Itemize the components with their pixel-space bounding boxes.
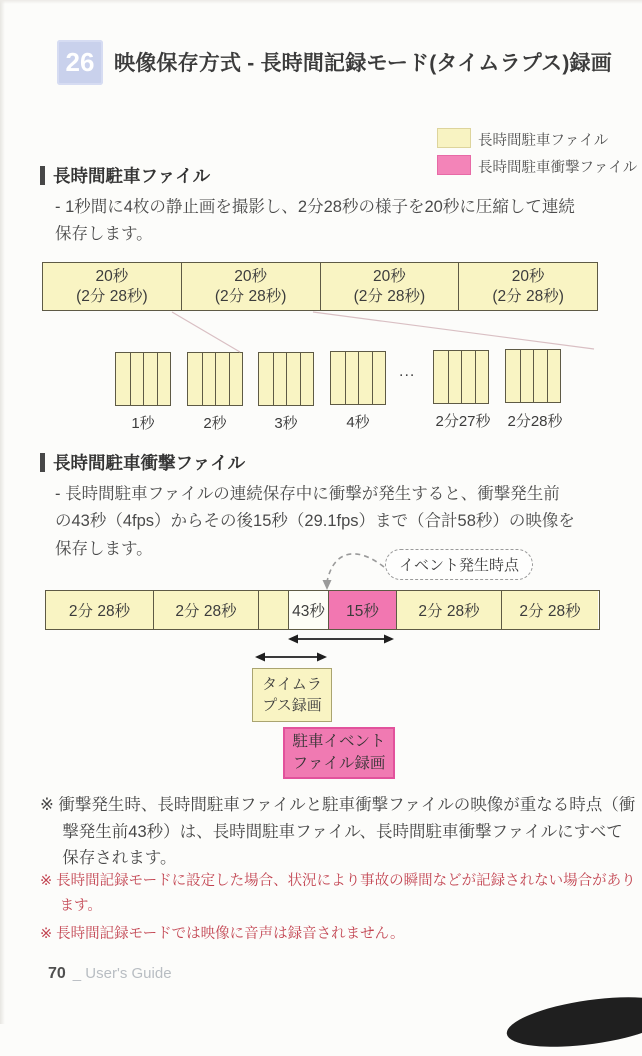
event-point-arrowhead	[323, 580, 332, 590]
frame-cell	[358, 352, 372, 404]
frame-label: 2分28秒	[507, 413, 563, 430]
frame-cell	[345, 352, 359, 404]
scan-edge-left	[0, 0, 5, 1024]
timelapse-file-block	[43, 263, 181, 310]
frame-cell	[143, 353, 157, 405]
expand-line-left	[172, 312, 240, 352]
frame-cell	[434, 351, 448, 403]
frame-cell	[286, 353, 300, 405]
heading-bar	[40, 166, 45, 185]
impact-file-timeline	[45, 590, 600, 630]
block-duration: 20秒	[373, 267, 406, 285]
frame-cell	[533, 350, 547, 402]
scan-edge-top	[0, 0, 642, 4]
warning-note: ※ 長時間記録モードでは映像に音声は録音されません。	[40, 926, 405, 942]
arrowhead-left	[288, 635, 298, 644]
heading-text: 長時間駐車衝撃ファイル	[53, 453, 246, 473]
frame-cell	[157, 353, 171, 405]
block-source-span: (2分 28秒)	[76, 287, 148, 305]
guide-label: _ User's Guide	[72, 965, 172, 982]
overlap-note: ※ 衝撃発生時、長時間駐車ファイルと駐車衝撃ファイルの映像が重なる時点（衝撃発生前43秒）は、長時間駐車ファイル、長時間駐車衝撃ファイルにすべて保存されます。	[40, 796, 636, 868]
frame-cell	[202, 353, 216, 405]
block-source-span: (2分 28秒)	[353, 287, 426, 305]
page-title: 映像保存方式 - 長時間記録モード(タイムラプス)録画	[114, 52, 612, 75]
frame-group	[330, 351, 386, 405]
frame-cell	[188, 353, 202, 405]
frames-ellipsis: ...	[399, 363, 416, 380]
timelapse-file-block	[458, 263, 597, 310]
frame-cell	[331, 352, 345, 404]
heading-bar	[40, 453, 45, 472]
block-source-span: (2分 28秒)	[492, 287, 564, 305]
frame-cell	[547, 350, 561, 402]
block-duration: 20秒	[95, 267, 129, 285]
legend-label-impact: 長時間駐車衝撃ファイル	[478, 160, 638, 176]
frame-group	[505, 349, 561, 403]
frame-label: 2秒	[203, 415, 227, 432]
frame-group	[187, 352, 243, 406]
timeline-segment-pre-impact: 43秒	[288, 591, 328, 629]
frame-label: 3秒	[274, 415, 298, 432]
heading-text: 長時間駐車ファイル	[53, 166, 211, 186]
frame-cell	[475, 351, 489, 403]
impact-file-swatch	[437, 155, 471, 175]
frame-cell	[130, 353, 144, 405]
frame-cell	[116, 353, 130, 405]
frame-cell	[506, 350, 520, 402]
impact-description: - 長時間駐車ファイルの連続保存中に衝撃が発生すると、衝撃発生前の43秒（4fps）からその後15秒（29.1fps）まで（合計58秒）の映像を保存します。	[55, 485, 575, 558]
section-heading-timelapse	[40, 163, 210, 188]
frame-cell	[520, 350, 534, 402]
timelapse-file-block	[181, 263, 320, 310]
arrowhead-left	[255, 653, 265, 662]
timeline-segment-lapse: 2分 28秒	[501, 591, 598, 629]
page-curl-shadow	[504, 988, 642, 1055]
frame-cell	[259, 353, 273, 405]
block-duration: 20秒	[234, 267, 267, 285]
event-point-callout: イベント発生時点	[385, 549, 533, 580]
timeline-segment-lapse: 2分 28秒	[396, 591, 501, 629]
block-duration: 20秒	[511, 267, 545, 285]
block-source-span: (2分 28秒)	[214, 287, 287, 305]
timelapse-file-swatch	[437, 128, 471, 148]
timeline-segment-lapse	[258, 591, 288, 629]
section-heading-impact	[40, 450, 245, 475]
page-number: 70	[48, 965, 66, 982]
frame-label: 1秒	[131, 415, 155, 432]
frame-cell	[448, 351, 462, 403]
frame-cell	[215, 353, 229, 405]
frame-group	[258, 352, 314, 406]
warning-note: ※ 長時間記録モードに設定した場合、状況により事故の瞬間などが記録されない場合があります。	[40, 873, 636, 914]
legend-label-timelapse: 長時間駐車ファイル	[478, 133, 609, 149]
frame-cell	[273, 353, 287, 405]
timelapse-description: - 1秒間に4枚の静止画を撮影し、2分28秒の様子を20秒に圧縮して連続保存します。	[55, 198, 575, 244]
timeline-segment-impact: 15秒	[328, 591, 396, 629]
frame-group	[433, 350, 489, 404]
frame-cell	[300, 353, 314, 405]
timeline-segment-lapse: 2分 28秒	[46, 591, 153, 629]
expand-line-right	[313, 312, 594, 349]
frame-cell	[372, 352, 386, 404]
timelapse-file-timeline	[42, 262, 598, 311]
arrowhead-right	[317, 653, 327, 662]
timelapse-file-block	[320, 263, 459, 310]
parking-event-file-label: 駐車イベントファイル録画	[283, 727, 395, 779]
frame-label: 2分27秒	[435, 413, 491, 430]
frame-cell	[229, 353, 243, 405]
page-footer	[48, 965, 172, 983]
frame-cell	[461, 351, 475, 403]
frame-label: 4秒	[346, 414, 370, 431]
section-number-badge: 26	[57, 40, 103, 85]
timelapse-recording-label: タイムラプス録画	[252, 668, 332, 722]
timeline-segment-lapse: 2分 28秒	[153, 591, 258, 629]
arrowhead-right	[384, 635, 394, 644]
frame-group	[115, 352, 171, 406]
